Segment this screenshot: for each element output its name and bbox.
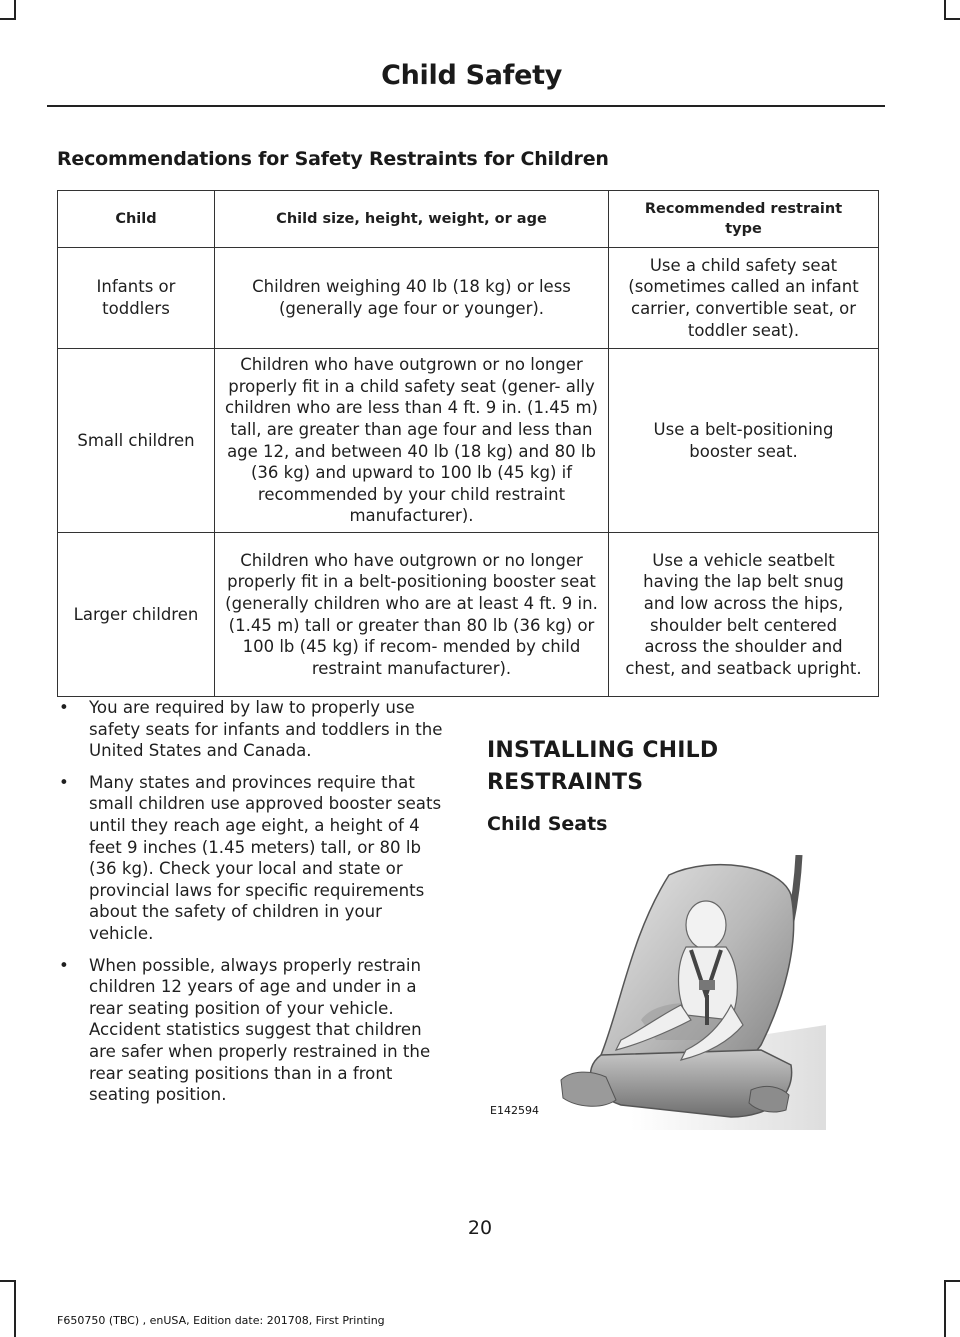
cell-size: Children who have outgrown or no longer properly fit in a child safety seat (gener- ally children who are less than 4 ft. 9 in. (1.45 m) tall, are greater than age four and less than age 12, and between 40 lb (18 kg) and 80 lb (36 kg) and upward to 100 lb (45 kg) if recommended by your child restraint manufacturer).	[215, 349, 609, 533]
page-number: 20	[467, 1217, 493, 1239]
crop-mark-top-left-h	[0, 18, 16, 20]
footer-edition-text: F650750 (TBC) , enUSA, Edition date: 201708, First Printing	[57, 1314, 385, 1327]
column-header-child: Child	[58, 191, 215, 248]
bullet-marker: •	[59, 698, 69, 717]
table-row	[58, 248, 879, 349]
column-header-restraint: Recommended restraint type	[609, 191, 879, 248]
child-seat-illustration	[481, 855, 826, 1130]
child-seats-subheading: Child Seats	[487, 813, 608, 835]
safety-bullet-list	[57, 697, 449, 1116]
bullet-marker: •	[59, 772, 69, 792]
list-item	[57, 772, 449, 945]
cell-restraint: Use a belt-positioning booster seat.	[609, 349, 879, 533]
cell-restraint: Use a child safety seat (sometimes called an infant carrier, convertible seat, or toddler seat).	[609, 248, 879, 349]
table-header-row	[58, 191, 879, 248]
list-item-text: When possible, always properly restrain children 12 years of age and under in a rear seating position of your vehicle. Accident statistics suggest that children are safer when properly restrained in the rear seating positions than in a front seating position.	[89, 955, 431, 1105]
header-rule	[47, 105, 885, 107]
crop-mark-bottom-left-v	[14, 1280, 16, 1337]
crop-mark-bottom-right-v	[944, 1280, 946, 1337]
cell-size: Children who have outgrown or no longer properly fit in a belt-positioning booster seat (generally children who are at least 4 ft. 9 in. (1.45 m) tall or greater than 80 lb (36 kg) or 100 lb (45 kg) if recom- mended by child restraint manufacturer).	[215, 533, 609, 697]
cell-child: Infants or toddlers	[58, 248, 215, 349]
section-title: Recommendations for Safety Restraints for Children	[57, 148, 609, 170]
list-item	[57, 697, 449, 762]
crop-mark-top-right-h	[944, 18, 960, 20]
list-item-text: You are required by law to properly use safety seats for infants and toddlers in the United States and Canada.	[89, 698, 443, 761]
installing-heading: INSTALLING CHILD RESTRAINTS	[487, 738, 719, 795]
list-item	[57, 955, 449, 1106]
bullet-marker: •	[59, 955, 69, 975]
table-row	[58, 349, 879, 533]
cell-child: Small children	[58, 349, 215, 533]
table-row	[58, 533, 879, 697]
crop-mark-top-left-v	[14, 0, 16, 20]
crop-mark-bottom-left-h	[0, 1280, 16, 1282]
page-header-title: Child Safety	[381, 60, 562, 91]
cell-size: Children weighing 40 lb (18 kg) or less (generally age four or younger).	[215, 248, 609, 349]
restraint-recommendations-table	[57, 190, 879, 697]
figure-code: E142594	[490, 1104, 539, 1117]
crop-mark-top-right-v	[944, 0, 946, 20]
cell-restraint: Use a vehicle seatbelt having the lap belt snug and low across the hips, shoulder belt centered across the shoulder and chest, and seatback upright.	[609, 533, 879, 697]
list-item-text: Many states and provinces require that small children use approved booster seats until they reach age eight, a height of 4 feet 9 inches (1.45 meters) tall, or 80 lb (36 kg). Check your local and state or provincial laws for specific requirements about the safety of children in your vehicle.	[89, 772, 442, 943]
crop-mark-bottom-right-h	[944, 1280, 960, 1282]
cell-child: Larger children	[58, 533, 215, 697]
column-header-size: Child size, height, weight, or age	[215, 191, 609, 248]
